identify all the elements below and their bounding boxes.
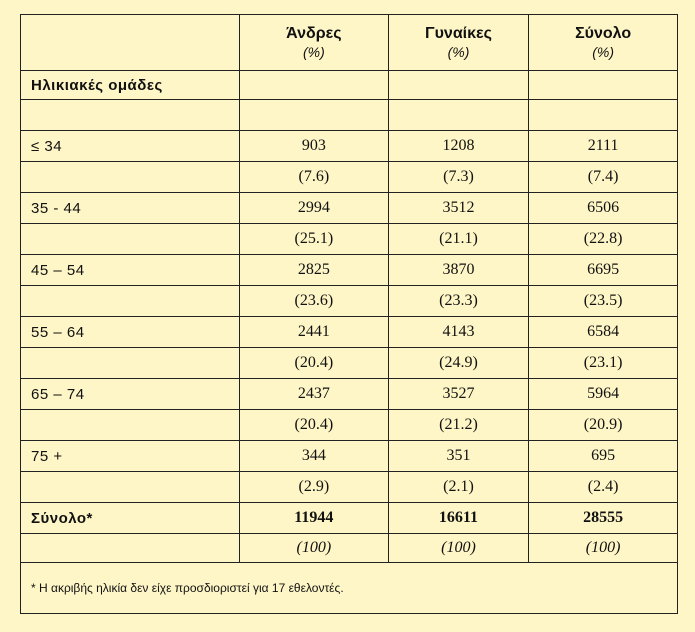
total-pct: (2.4) xyxy=(529,472,678,503)
group-label-row xyxy=(21,71,678,100)
men-total-pct: (100) xyxy=(239,534,388,563)
men-pct: (2.9) xyxy=(239,472,388,503)
total-pct: (20.9) xyxy=(529,410,678,441)
men-pct: (20.4) xyxy=(239,410,388,441)
row-label: 65 – 74 xyxy=(21,379,240,410)
women-total: 16611 xyxy=(388,503,528,534)
grand-total-pct: (100) xyxy=(529,534,678,563)
empty-cell xyxy=(21,100,240,131)
total-count: 2111 xyxy=(529,131,678,162)
men-count: 2994 xyxy=(239,193,388,224)
women-count: 1208 xyxy=(388,131,528,162)
footnote: * Η ακριβής ηλικία δεν είχε προσδιοριστεί για 17 εθελοντές. xyxy=(21,563,678,614)
women-total-pct: (100) xyxy=(388,534,528,563)
header-total-label: Σύνολο xyxy=(575,24,632,42)
empty-cell xyxy=(21,224,240,255)
total-pct: (22.8) xyxy=(529,224,678,255)
men-count: 344 xyxy=(239,441,388,472)
women-pct: (23.3) xyxy=(388,286,528,317)
pct-row-75-plus xyxy=(21,472,678,503)
row-label: 75 + xyxy=(21,441,240,472)
total-count: 5964 xyxy=(529,379,678,410)
pct-row-65-74 xyxy=(21,410,678,441)
women-count: 3870 xyxy=(388,255,528,286)
footnote-row xyxy=(21,563,678,614)
women-count: 3512 xyxy=(388,193,528,224)
empty-cell xyxy=(388,71,528,100)
empty-cell xyxy=(239,100,388,131)
row-label: 55 – 64 xyxy=(21,317,240,348)
empty-cell xyxy=(21,534,240,563)
count-row-35-44 xyxy=(21,193,678,224)
total-pct-row xyxy=(21,534,678,563)
pct-row-55-64 xyxy=(21,348,678,379)
total-pct: (23.1) xyxy=(529,348,678,379)
total-count: 6506 xyxy=(529,193,678,224)
total-pct: (7.4) xyxy=(529,162,678,193)
total-count: 695 xyxy=(529,441,678,472)
count-row-34 xyxy=(21,131,678,162)
women-pct: (21.1) xyxy=(388,224,528,255)
pct-row-35-44 xyxy=(21,224,678,255)
empty-cell xyxy=(239,71,388,100)
empty-cell xyxy=(21,348,240,379)
men-pct: (20.4) xyxy=(239,348,388,379)
men-count: 2437 xyxy=(239,379,388,410)
count-row-65-74 xyxy=(21,379,678,410)
empty-cell xyxy=(21,286,240,317)
men-pct: (23.6) xyxy=(239,286,388,317)
total-count: 6695 xyxy=(529,255,678,286)
count-row-55-64 xyxy=(21,317,678,348)
men-pct: (25.1) xyxy=(239,224,388,255)
header-women-unit: (%) xyxy=(447,43,470,60)
header-row xyxy=(21,15,678,71)
men-count: 2825 xyxy=(239,255,388,286)
empty-cell xyxy=(21,472,240,503)
age-groups-label: Ηλικιακές ομάδες xyxy=(21,71,240,100)
total-pct: (23.5) xyxy=(529,286,678,317)
header-men xyxy=(239,15,388,71)
total-count-row xyxy=(21,503,678,534)
women-count: 351 xyxy=(388,441,528,472)
age-group-table-container xyxy=(20,14,678,614)
header-women-label: Γυναίκες xyxy=(425,24,492,42)
women-pct: (21.2) xyxy=(388,410,528,441)
count-row-75-plus xyxy=(21,441,678,472)
empty-cell xyxy=(529,100,678,131)
women-pct: (7.3) xyxy=(388,162,528,193)
total-count: 6584 xyxy=(529,317,678,348)
header-empty-cell xyxy=(21,15,240,71)
women-count: 4143 xyxy=(388,317,528,348)
pct-row-34 xyxy=(21,162,678,193)
women-pct: (2.1) xyxy=(388,472,528,503)
women-pct: (24.9) xyxy=(388,348,528,379)
header-total xyxy=(529,15,678,71)
men-pct: (7.6) xyxy=(239,162,388,193)
empty-cell xyxy=(388,100,528,131)
blank-row xyxy=(21,100,678,131)
men-count: 903 xyxy=(239,131,388,162)
header-total-unit: (%) xyxy=(592,43,614,60)
header-men-unit: (%) xyxy=(302,43,325,60)
header-women xyxy=(388,15,528,71)
men-count: 2441 xyxy=(239,317,388,348)
grand-total: 28555 xyxy=(529,503,678,534)
total-label: Σύνολο* xyxy=(21,503,240,534)
women-count: 3527 xyxy=(388,379,528,410)
empty-cell xyxy=(21,410,240,441)
age-group-table xyxy=(20,14,678,614)
count-row-45-54 xyxy=(21,255,678,286)
men-total: 11944 xyxy=(239,503,388,534)
pct-row-45-54 xyxy=(21,286,678,317)
empty-cell xyxy=(21,162,240,193)
row-label: 35 - 44 xyxy=(21,193,240,224)
empty-cell xyxy=(529,71,678,100)
row-label: ≤ 34 xyxy=(21,131,240,162)
row-label: 45 – 54 xyxy=(21,255,240,286)
header-men-label: Άνδρες xyxy=(286,24,342,42)
